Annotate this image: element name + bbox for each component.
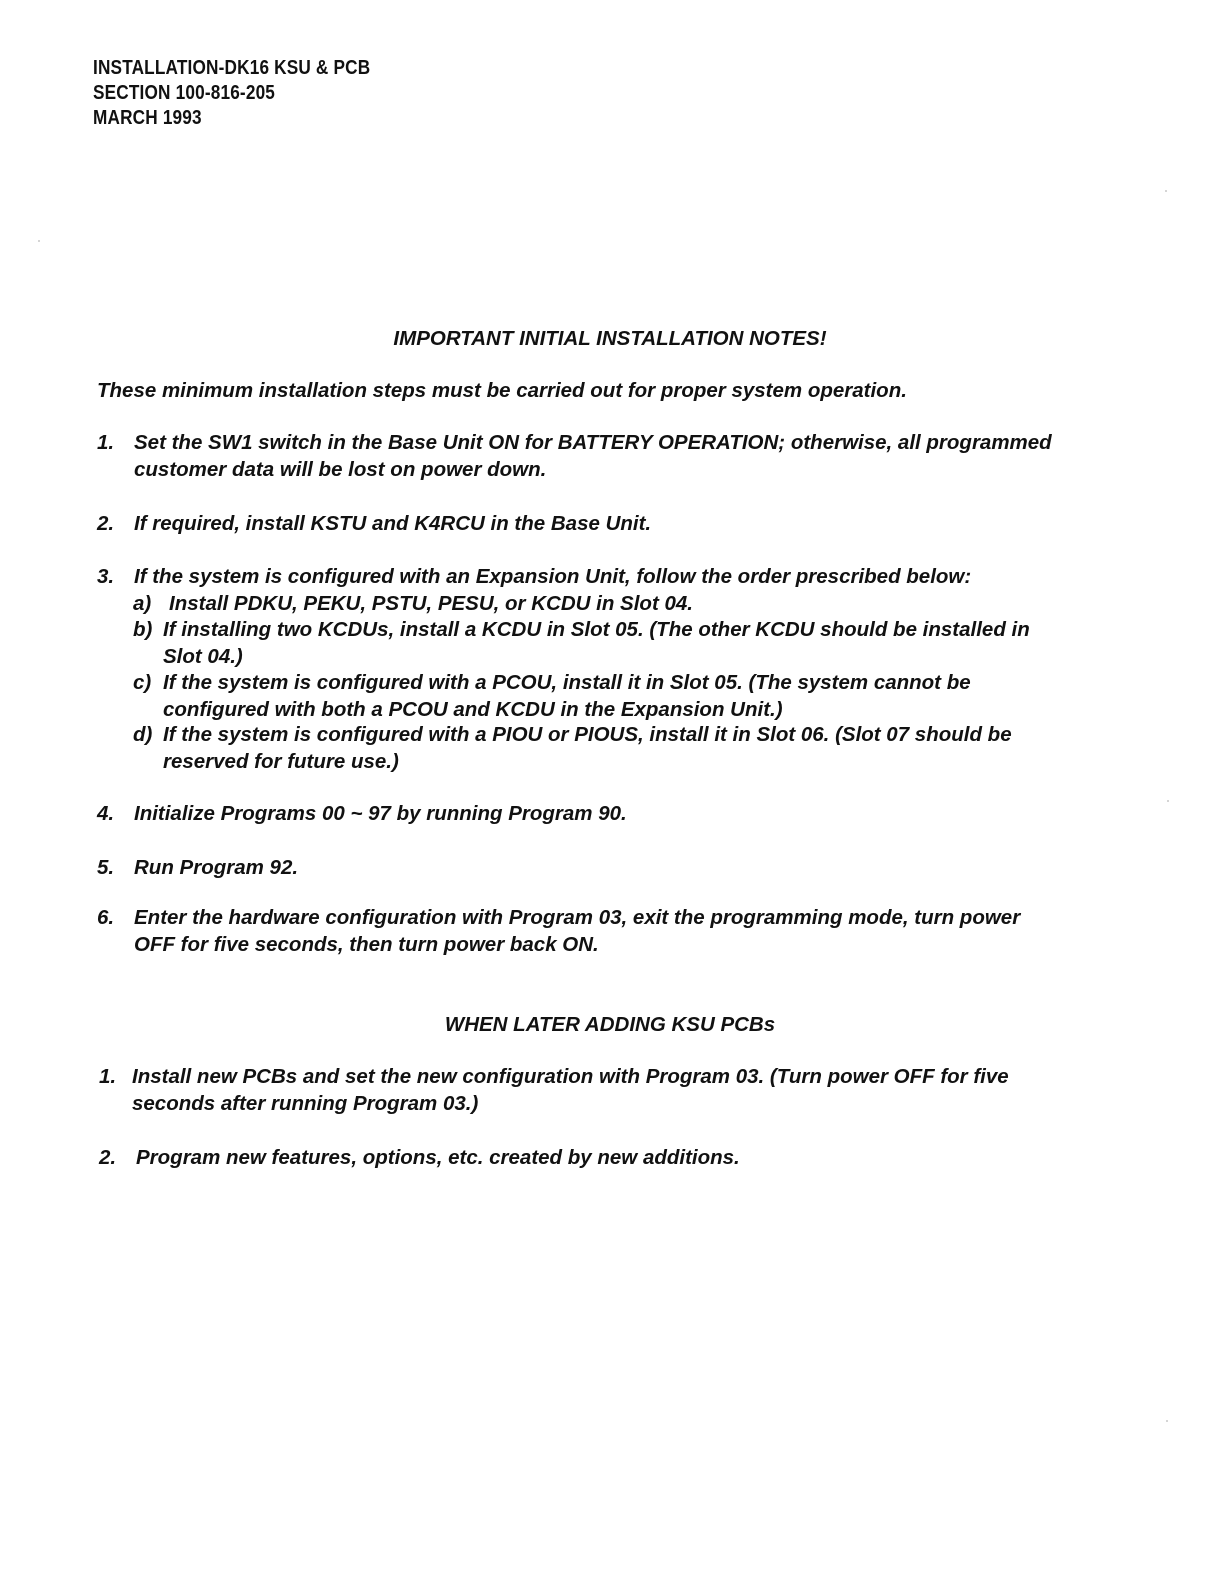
- list-item-line: Set the SW1 switch in the Base Unit ON for BATTERY OPERATION; otherwise, all programmed: [134, 431, 1052, 454]
- sub-item-line: reserved for future use.): [163, 750, 399, 773]
- sub-item-line: Install PDKU, PEKU, PSTU, PESU, or KCDU in Slot 04.: [169, 592, 693, 615]
- list-item-number: 1.: [97, 431, 115, 454]
- header-date: MARCH 1993: [93, 107, 202, 129]
- section-heading-later-adding: WHEN LATER ADDING KSU PCBs: [444, 1013, 776, 1036]
- header-title: INSTALLATION-DK16 KSU & PCB: [93, 57, 371, 79]
- document-header: [93, 56, 370, 131]
- list-item-line: Run Program 92.: [134, 856, 299, 879]
- list-item-line: Enter the hardware configuration with Program 03, exit the programming mode, turn power: [134, 906, 1021, 929]
- list-item-line: Initialize Programs 00 ~ 97 by running Program 90.: [134, 802, 627, 825]
- list-item-number: 1.: [99, 1065, 117, 1088]
- list-item-line: Install new PCBs and set the new configuration with Program 03. (Turn power OFF for five: [132, 1065, 1009, 1088]
- sub-item-line: configured with both a PCOU and KCDU in the Expansion Unit.): [163, 698, 783, 721]
- scan-speck: [1166, 1420, 1168, 1422]
- list-item-number: 3.: [97, 565, 115, 588]
- scan-speck: [1165, 190, 1167, 192]
- list-item-line: OFF for five seconds, then turn power back ON.: [134, 933, 599, 956]
- header-section-number: SECTION 100-816-205: [93, 82, 276, 104]
- sub-item-label: d): [133, 723, 153, 746]
- sub-item-label: c): [133, 671, 152, 694]
- intro-paragraph: These minimum installation steps must be carried out for proper system operation.: [97, 379, 907, 402]
- list-item-line: If required, install KSTU and K4RCU in the Base Unit.: [134, 512, 652, 535]
- section-heading-important-notes: IMPORTANT INITIAL INSTALLATION NOTES!: [393, 327, 827, 350]
- sub-item-line: If installing two KCDUs, install a KCDU in Slot 05. (The other KCDU should be installed in: [163, 618, 1030, 641]
- list-item-number: 4.: [97, 802, 115, 825]
- list-item-number: 2.: [97, 512, 115, 535]
- list-item-number: 5.: [97, 856, 115, 879]
- sub-item-label: b): [133, 618, 153, 641]
- list-item-line: customer data will be lost on power down.: [134, 458, 547, 481]
- scan-speck: [1167, 800, 1169, 802]
- sub-item-line: Slot 04.): [163, 645, 243, 668]
- list-item-line: If the system is configured with an Expansion Unit, follow the order prescribed below:: [134, 565, 972, 588]
- list-item-line: Program new features, options, etc. created by new additions.: [136, 1146, 740, 1169]
- list-item-number: 2.: [99, 1146, 117, 1169]
- list-item-number: 6.: [97, 906, 115, 929]
- list-item-line: seconds after running Program 03.): [132, 1092, 479, 1115]
- sub-item-label: a): [133, 592, 152, 615]
- sub-item-line: If the system is configured with a PCOU, install it in Slot 05. (The system cannot be: [163, 671, 971, 694]
- sub-item-line: If the system is configured with a PIOU or PIOUS, install it in Slot 06. (Slot 07 should be: [163, 723, 1012, 746]
- scan-speck: [38, 240, 40, 242]
